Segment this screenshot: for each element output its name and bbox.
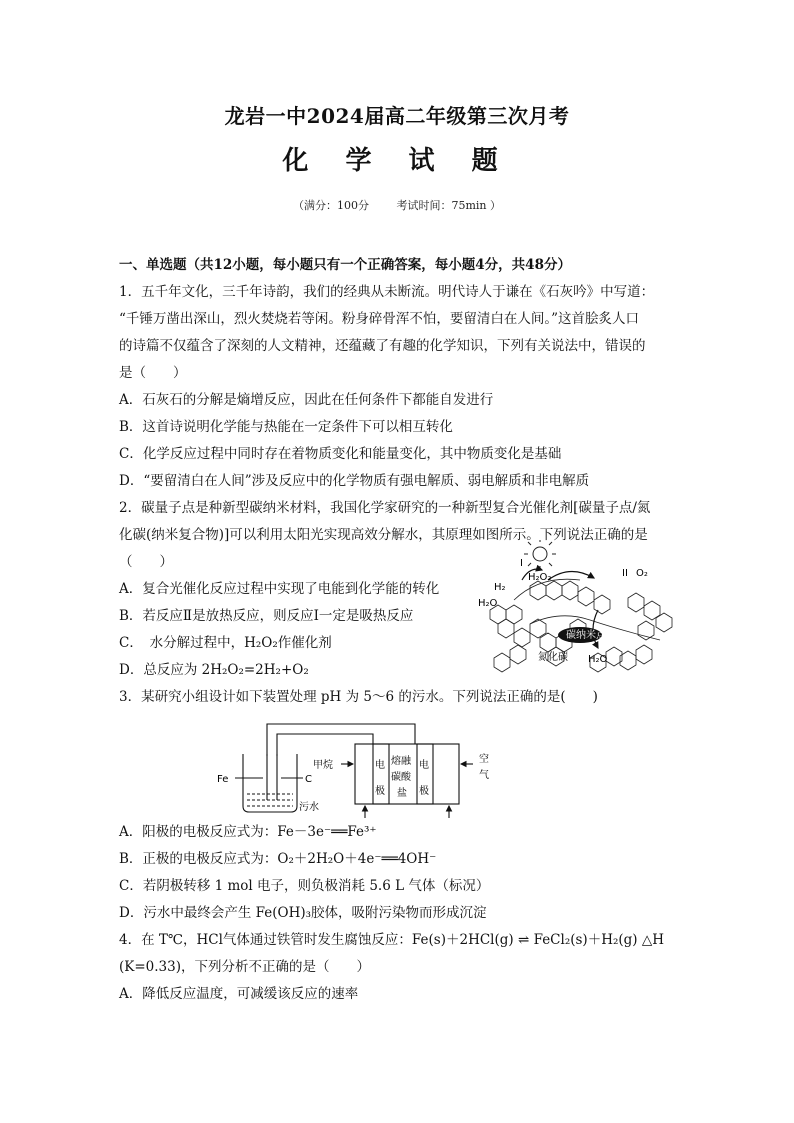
section-heading: 一、单选题（共12小题，每小题只有一个正确答案，每小题4分，共48分） [119, 257, 571, 273]
label-h2o-right: H₂O [588, 654, 608, 665]
time-info: 考试时间：75min ） [396, 199, 502, 212]
q3-option-d: D．污水中最终会产生 Fe(OH)₃胶体，吸附污染物而形成沉淀 [119, 905, 487, 921]
label-h2: H₂ [494, 582, 506, 593]
label-air-1: 空 [479, 754, 489, 765]
carbon-nitride-network [490, 579, 672, 672]
q4-option-a: A．降低反应温度，可减缓该反应的速率 [119, 986, 359, 1002]
q2-stem-line-3: （ ） [119, 554, 173, 570]
q4-stem-line-2: (K=0.33)，下列分析不正确的是（ ） [119, 959, 370, 975]
label-electrode-right-2: 极 [419, 786, 429, 797]
exam-subject: 化 学 试 题 [282, 146, 512, 176]
label-molten-3: 盐 [397, 788, 407, 799]
sun-icon [524, 540, 556, 570]
score-info: （满分：100分 [292, 199, 369, 212]
label-carbon-dots: 碳纳米点 [566, 630, 606, 641]
label-electrode-left-1: 电 [375, 760, 385, 771]
label-wastewater: 污水 [299, 802, 319, 813]
label-air-2: 气 [479, 770, 489, 781]
photocatalyst-diagram [470, 540, 680, 680]
label-c: C [305, 774, 312, 785]
q1-option-c: C．化学反应过程中同时存在着物质变化和能量变化，其中物质变化是基础 [119, 446, 562, 462]
q2-stem-line-2: 化碳(纳米复合物)]可以利用太阳光实现高效分解水，其原理如图所示。下列说法正确的是 [119, 527, 648, 543]
q2-option-b: B．若反应Ⅱ是放热反应，则反应Ⅰ一定是吸热反应 [119, 608, 414, 624]
beaker [243, 754, 297, 812]
label-roman-1: I [520, 558, 523, 569]
q1-option-b: B．这首诗说明化学能与热能在一定条件下可以相互转化 [119, 419, 453, 435]
label-molten-2: 碳酸 [391, 772, 411, 783]
wire-inner [277, 734, 373, 756]
q3-option-a: A．阳极的电极反应式为：Fe－3e⁻══Fe³⁺ [119, 824, 377, 840]
q1-stem-line-4: 是（ ） [119, 365, 187, 381]
label-electrode-right-1: 电 [419, 760, 429, 771]
q2-stem-line-1: 2．碳量子点是种新型碳纳米材料，我国化学家研究的一种新型复合光催化剂[碳量子点/氮 [119, 500, 651, 516]
exam-meta [0, 197, 794, 213]
q1-option-a: A．石灰石的分解是熵增反应，因此在任何条件下都能自发进行 [119, 392, 494, 408]
q1-stem-line-2: “千锤万凿出深山，烈火焚烧若等闲。粉身碎骨浑不怕，要留清白在人间。”这首脍炙人口 [119, 311, 640, 327]
q2-option-d: D．总反应为 2H₂O₂=2H₂+O₂ [119, 662, 309, 678]
q3-stem: 3．某研究小组设计如下装置处理 pH 为 5～6 的污水。下列说法正确的是( ) [119, 689, 598, 705]
q1-stem-line-1: 1．五千年文化，三千年诗韵，我们的经典从未断流。明代诗人于谦在《石灰吟》中写道： [119, 284, 655, 300]
label-h2o2: H₂O₂ [528, 572, 552, 583]
label-o2: O₂ [636, 568, 648, 579]
label-fe: Fe [217, 774, 229, 785]
q3-option-b: B．正极的电极反应式为：O₂＋2H₂O＋4e⁻══4OH⁻ [119, 851, 437, 867]
q2-option-c: C． 水分解过程中，H₂O₂作催化剂 [119, 635, 332, 651]
label-carbon-nitride: 氮化碳 [538, 652, 568, 663]
q4-stem-line-1: 4．在 T℃，HCl气体通过铁管时发生腐蚀反应：Fe(s)＋2HCl(g) ⇌ FeCl₂(s)＋H₂(g) △H [119, 932, 665, 948]
label-methane: 甲烷 [313, 760, 333, 771]
exam-title: 龙岩一中2024届高二年级第三次月考 [224, 104, 570, 128]
q3-option-c: C．若阴极转移 1 mol 电子，则负极消耗 5.6 L 气体（标况） [119, 878, 490, 894]
label-molten-1: 熔融 [391, 756, 411, 767]
electrolysis-apparatus [205, 718, 505, 820]
label-h2o-left: H₂O [478, 598, 498, 609]
q2-option-a: A．复合光催化反应过程中实现了电能到化学能的转化 [119, 581, 440, 597]
q1-option-d: D．“要留清白在人间”涉及反应中的化学物质有强电解质、弱电解质和非电解质 [119, 473, 590, 489]
label-electrode-left-2: 极 [375, 786, 385, 797]
q1-stem-line-3: 的诗篇不仅蕴含了深刻的人文精神，还蕴藏了有趣的化学知识，下列有关说法中，错误的 [119, 338, 646, 354]
wire-top [267, 724, 415, 756]
label-roman-2: II [622, 568, 628, 579]
